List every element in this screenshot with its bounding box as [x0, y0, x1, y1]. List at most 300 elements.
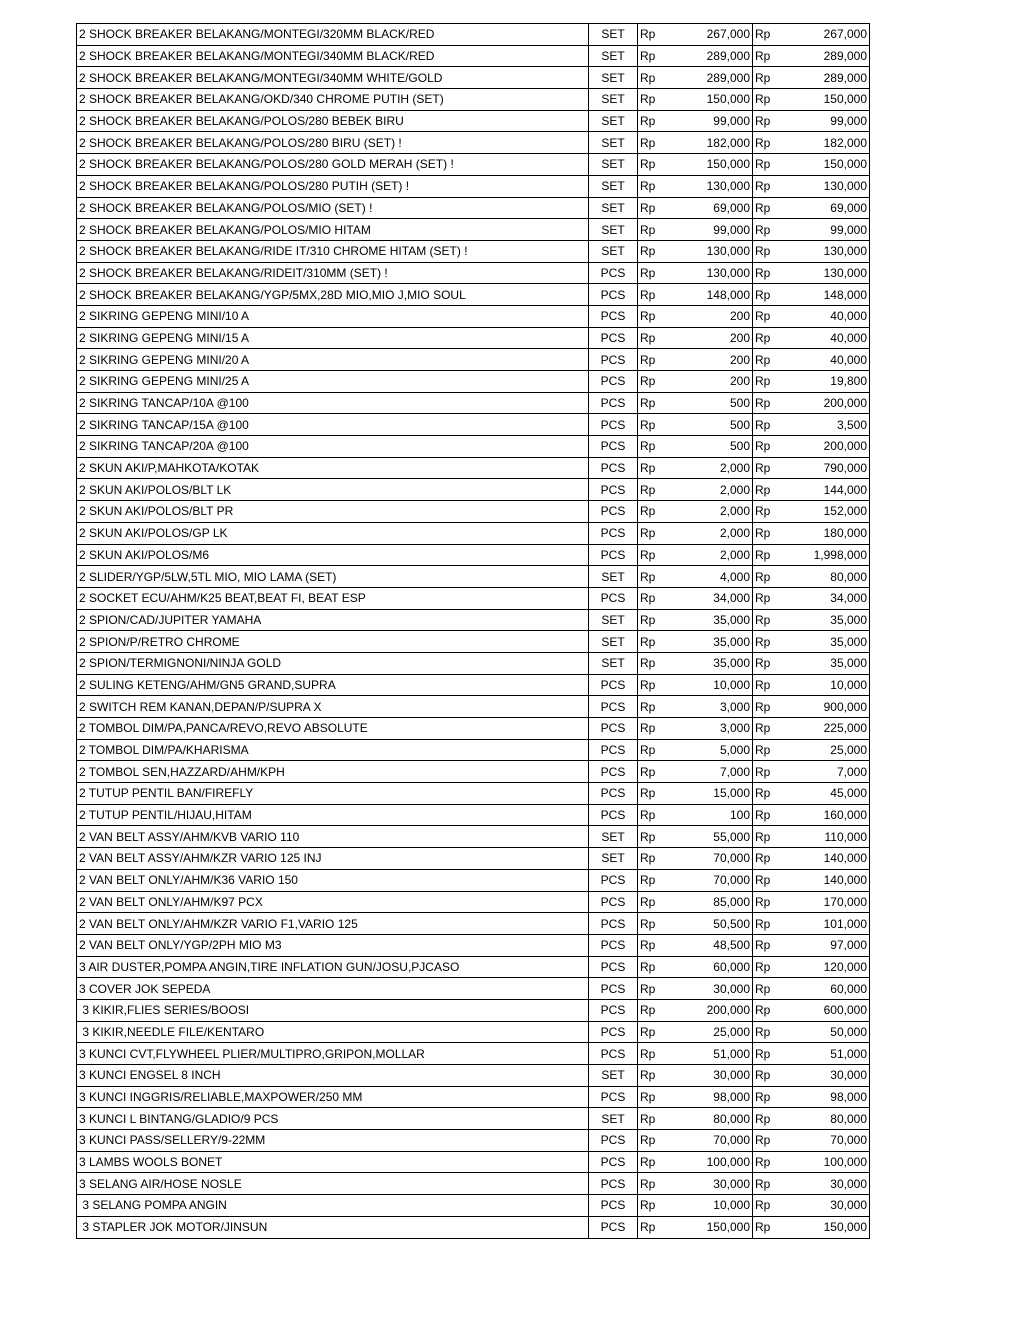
unit-price-cell: 10,000: [674, 1195, 753, 1217]
price-currency-cell: Rp: [638, 89, 674, 111]
table-row: [77, 1173, 870, 1195]
total-currency-cell: Rp: [753, 1086, 789, 1108]
total-currency-cell: Rp: [753, 804, 789, 826]
unit-cell: SET: [589, 110, 638, 132]
price-currency-cell: Rp: [638, 392, 674, 414]
unit-price-cell: 98,000: [674, 1086, 753, 1108]
table-row: [77, 956, 870, 978]
item-name-cell: 2 SKUN AKI/POLOS/BLT LK: [77, 479, 589, 501]
price-currency-cell: Rp: [638, 739, 674, 761]
unit-price-cell: 150,000: [674, 154, 753, 176]
table-row: [77, 1151, 870, 1173]
unit-cell: PCS: [589, 869, 638, 891]
item-name-cell: 2 SIKRING GEPENG MINI/25 A: [77, 371, 589, 393]
unit-cell: PCS: [589, 783, 638, 805]
total-price-cell: 40,000: [789, 349, 870, 371]
total-price-cell: 150,000: [789, 89, 870, 111]
item-name-cell: 3 KUNCI INGGRIS/RELIABLE,MAXPOWER/250 MM: [77, 1086, 589, 1108]
item-name-cell: 2 TUTUP PENTIL BAN/FIREFLY: [77, 783, 589, 805]
unit-cell: SET: [589, 631, 638, 653]
price-currency-cell: Rp: [638, 587, 674, 609]
unit-cell: PCS: [589, 392, 638, 414]
total-price-cell: 50,000: [789, 1021, 870, 1043]
price-currency-cell: Rp: [638, 67, 674, 89]
total-price-cell: 150,000: [789, 154, 870, 176]
total-price-cell: 289,000: [789, 67, 870, 89]
total-price-cell: 600,000: [789, 999, 870, 1021]
unit-cell: SET: [589, 240, 638, 262]
unit-price-cell: 130,000: [674, 240, 753, 262]
item-name-cell: 2 SULING KETENG/AHM/GN5 GRAND,SUPRA: [77, 674, 589, 696]
unit-price-cell: 182,000: [674, 132, 753, 154]
price-currency-cell: Rp: [638, 609, 674, 631]
item-name-cell: 3 COVER JOK SEPEDA: [77, 978, 589, 1000]
total-currency-cell: Rp: [753, 978, 789, 1000]
item-name-cell: 2 SIKRING GEPENG MINI/20 A: [77, 349, 589, 371]
table-row: [77, 999, 870, 1021]
unit-cell: SET: [589, 154, 638, 176]
unit-cell: PCS: [589, 913, 638, 935]
price-currency-cell: Rp: [638, 219, 674, 241]
item-name-cell: 2 SHOCK BREAKER BELAKANG/POLOS/280 BEBEK BIRU: [77, 110, 589, 132]
item-name-cell: 2 VAN BELT ONLY/AHM/K36 VARIO 150: [77, 869, 589, 891]
table-row: [77, 718, 870, 740]
total-currency-cell: Rp: [753, 414, 789, 436]
price-currency-cell: Rp: [638, 371, 674, 393]
total-price-cell: 99,000: [789, 219, 870, 241]
item-name-cell: 3 SELANG POMPA ANGIN: [77, 1195, 589, 1217]
item-name-cell: 2 SHOCK BREAKER BELAKANG/POLOS/MIO HITAM: [77, 219, 589, 241]
unit-price-cell: 4,000: [674, 566, 753, 588]
table-row: [77, 219, 870, 241]
price-currency-cell: Rp: [638, 718, 674, 740]
unit-cell: PCS: [589, 718, 638, 740]
item-name-cell: 2 SHOCK BREAKER BELAKANG/POLOS/280 PUTIH (SET) !: [77, 175, 589, 197]
total-price-cell: 148,000: [789, 284, 870, 306]
item-name-cell: 3 KIKIR,NEEDLE FILE/KENTARO: [77, 1021, 589, 1043]
unit-price-cell: 200: [674, 305, 753, 327]
total-price-cell: 130,000: [789, 175, 870, 197]
unit-price-cell: 70,000: [674, 869, 753, 891]
item-name-cell: 2 SHOCK BREAKER BELAKANG/MONTEGI/340MM WHITE/GOLD: [77, 67, 589, 89]
item-name-cell: 2 SPION/CAD/JUPITER YAMAHA: [77, 609, 589, 631]
total-price-cell: 35,000: [789, 609, 870, 631]
table-row: [77, 24, 870, 46]
unit-cell: PCS: [589, 457, 638, 479]
unit-price-cell: 80,000: [674, 1108, 753, 1130]
total-price-cell: 80,000: [789, 1108, 870, 1130]
table-row: [77, 566, 870, 588]
unit-price-cell: 2,000: [674, 544, 753, 566]
price-currency-cell: Rp: [638, 154, 674, 176]
item-name-cell: 3 KUNCI CVT,FLYWHEEL PLIER/MULTIPRO,GRIPON,MOLLAR: [77, 1043, 589, 1065]
total-price-cell: 900,000: [789, 696, 870, 718]
total-currency-cell: Rp: [753, 1130, 789, 1152]
total-price-cell: 170,000: [789, 891, 870, 913]
unit-price-cell: 100,000: [674, 1151, 753, 1173]
unit-cell: SET: [589, 175, 638, 197]
unit-price-cell: 289,000: [674, 45, 753, 67]
unit-cell: SET: [589, 652, 638, 674]
unit-cell: PCS: [589, 522, 638, 544]
total-currency-cell: Rp: [753, 501, 789, 523]
total-currency-cell: Rp: [753, 1043, 789, 1065]
table-row: [77, 609, 870, 631]
total-currency-cell: Rp: [753, 479, 789, 501]
price-currency-cell: Rp: [638, 934, 674, 956]
price-currency-cell: Rp: [638, 804, 674, 826]
unit-cell: SET: [589, 848, 638, 870]
unit-price-cell: 289,000: [674, 67, 753, 89]
unit-cell: PCS: [589, 804, 638, 826]
table-row: [77, 804, 870, 826]
unit-price-cell: 500: [674, 392, 753, 414]
total-price-cell: 35,000: [789, 631, 870, 653]
total-price-cell: 182,000: [789, 132, 870, 154]
item-name-cell: 3 KIKIR,FLIES SERIES/BOOSI: [77, 999, 589, 1021]
price-currency-cell: Rp: [638, 956, 674, 978]
price-currency-cell: Rp: [638, 479, 674, 501]
unit-price-cell: 51,000: [674, 1043, 753, 1065]
unit-price-cell: 35,000: [674, 631, 753, 653]
total-price-cell: 7,000: [789, 761, 870, 783]
price-currency-cell: Rp: [638, 240, 674, 262]
unit-price-cell: 50,500: [674, 913, 753, 935]
table-row: [77, 739, 870, 761]
item-name-cell: 2 SWITCH REM KANAN,DEPAN/P/SUPRA X: [77, 696, 589, 718]
total-price-cell: 25,000: [789, 739, 870, 761]
total-currency-cell: Rp: [753, 848, 789, 870]
price-currency-cell: Rp: [638, 1216, 674, 1238]
unit-cell: SET: [589, 566, 638, 588]
table-row: [77, 371, 870, 393]
total-currency-cell: Rp: [753, 240, 789, 262]
total-price-cell: 97,000: [789, 934, 870, 956]
total-price-cell: 140,000: [789, 869, 870, 891]
item-name-cell: 2 SPION/P/RETRO CHROME: [77, 631, 589, 653]
table-row: [77, 891, 870, 913]
total-currency-cell: Rp: [753, 349, 789, 371]
unit-cell: PCS: [589, 696, 638, 718]
total-price-cell: 200,000: [789, 436, 870, 458]
unit-price-cell: 60,000: [674, 956, 753, 978]
unit-cell: PCS: [589, 501, 638, 523]
item-name-cell: 2 SHOCK BREAKER BELAKANG/POLOS/280 BIRU (SET) !: [77, 132, 589, 154]
table-row: [77, 587, 870, 609]
item-name-cell: 3 SELANG AIR/HOSE NOSLE: [77, 1173, 589, 1195]
total-currency-cell: Rp: [753, 913, 789, 935]
table-row: [77, 696, 870, 718]
total-price-cell: 130,000: [789, 240, 870, 262]
total-price-cell: 140,000: [789, 848, 870, 870]
unit-cell: PCS: [589, 436, 638, 458]
price-currency-cell: Rp: [638, 284, 674, 306]
total-currency-cell: Rp: [753, 1216, 789, 1238]
unit-price-cell: 2,000: [674, 479, 753, 501]
unit-price-cell: 150,000: [674, 1216, 753, 1238]
item-name-cell: 2 SKUN AKI/POLOS/GP LK: [77, 522, 589, 544]
table-row: [77, 349, 870, 371]
table-row: [77, 45, 870, 67]
unit-price-cell: 500: [674, 436, 753, 458]
total-currency-cell: Rp: [753, 999, 789, 1021]
total-price-cell: 144,000: [789, 479, 870, 501]
price-currency-cell: Rp: [638, 349, 674, 371]
unit-cell: SET: [589, 67, 638, 89]
unit-price-cell: 25,000: [674, 1021, 753, 1043]
total-price-cell: 98,000: [789, 1086, 870, 1108]
item-name-cell: 2 SHOCK BREAKER BELAKANG/POLOS/MIO (SET) !: [77, 197, 589, 219]
total-currency-cell: Rp: [753, 1108, 789, 1130]
total-currency-cell: Rp: [753, 371, 789, 393]
unit-cell: PCS: [589, 1173, 638, 1195]
item-name-cell: 2 SHOCK BREAKER BELAKANG/OKD/340 CHROME PUTIH (SET): [77, 89, 589, 111]
unit-price-cell: 35,000: [674, 609, 753, 631]
item-name-cell: 2 SIKRING TANCAP/20A @100: [77, 436, 589, 458]
total-currency-cell: Rp: [753, 45, 789, 67]
table-row: [77, 327, 870, 349]
total-price-cell: 99,000: [789, 110, 870, 132]
total-currency-cell: Rp: [753, 609, 789, 631]
item-name-cell: 2 SIKRING GEPENG MINI/10 A: [77, 305, 589, 327]
table-row: [77, 67, 870, 89]
unit-price-cell: 34,000: [674, 587, 753, 609]
total-price-cell: 30,000: [789, 1195, 870, 1217]
unit-cell: SET: [589, 1108, 638, 1130]
unit-price-cell: 200: [674, 327, 753, 349]
price-currency-cell: Rp: [638, 761, 674, 783]
unit-cell: PCS: [589, 978, 638, 1000]
price-currency-cell: Rp: [638, 197, 674, 219]
total-currency-cell: Rp: [753, 869, 789, 891]
unit-cell: PCS: [589, 305, 638, 327]
total-currency-cell: Rp: [753, 696, 789, 718]
unit-price-cell: 200: [674, 371, 753, 393]
total-currency-cell: Rp: [753, 132, 789, 154]
unit-price-cell: 48,500: [674, 934, 753, 956]
table-row: [77, 89, 870, 111]
unit-price-cell: 69,000: [674, 197, 753, 219]
unit-cell: PCS: [589, 1216, 638, 1238]
table-row: [77, 284, 870, 306]
total-price-cell: 40,000: [789, 327, 870, 349]
table-row: [77, 631, 870, 653]
total-currency-cell: Rp: [753, 284, 789, 306]
item-name-cell: 2 SHOCK BREAKER BELAKANG/YGP/5MX,28D MIO,MIO J,MIO SOUL: [77, 284, 589, 306]
price-currency-cell: Rp: [638, 457, 674, 479]
price-currency-cell: Rp: [638, 999, 674, 1021]
item-name-cell: 2 SHOCK BREAKER BELAKANG/MONTEGI/320MM BLACK/RED: [77, 24, 589, 46]
total-price-cell: 180,000: [789, 522, 870, 544]
item-name-cell: 2 VAN BELT ASSY/AHM/KZR VARIO 125 INJ: [77, 848, 589, 870]
item-name-cell: 2 SOCKET ECU/AHM/K25 BEAT,BEAT FI, BEAT ESP: [77, 587, 589, 609]
price-currency-cell: Rp: [638, 826, 674, 848]
total-price-cell: 34,000: [789, 587, 870, 609]
unit-price-cell: 99,000: [674, 110, 753, 132]
table-row: [77, 1021, 870, 1043]
table-row: [77, 652, 870, 674]
unit-price-cell: 200,000: [674, 999, 753, 1021]
total-price-cell: 80,000: [789, 566, 870, 588]
item-name-cell: 3 KUNCI PASS/SELLERY/9-22MM: [77, 1130, 589, 1152]
table-row: [77, 1130, 870, 1152]
unit-price-cell: 5,000: [674, 739, 753, 761]
table-row: [77, 436, 870, 458]
total-currency-cell: Rp: [753, 175, 789, 197]
total-currency-cell: Rp: [753, 197, 789, 219]
table-row: [77, 1043, 870, 1065]
table-row: [77, 132, 870, 154]
item-name-cell: 2 VAN BELT ONLY/AHM/K97 PCX: [77, 891, 589, 913]
unit-cell: PCS: [589, 479, 638, 501]
total-currency-cell: Rp: [753, 1195, 789, 1217]
price-currency-cell: Rp: [638, 24, 674, 46]
table-row: [77, 457, 870, 479]
price-list-body: [77, 24, 870, 1239]
total-currency-cell: Rp: [753, 891, 789, 913]
total-price-cell: 120,000: [789, 956, 870, 978]
unit-cell: PCS: [589, 544, 638, 566]
unit-price-cell: 99,000: [674, 219, 753, 241]
total-price-cell: 1,998,000: [789, 544, 870, 566]
item-name-cell: 2 SKUN AKI/POLOS/M6: [77, 544, 589, 566]
table-row: [77, 1108, 870, 1130]
price-currency-cell: Rp: [638, 1043, 674, 1065]
price-currency-cell: Rp: [638, 848, 674, 870]
price-currency-cell: Rp: [638, 631, 674, 653]
unit-price-cell: 30,000: [674, 1065, 753, 1087]
unit-price-cell: 200: [674, 349, 753, 371]
table-row: [77, 262, 870, 284]
unit-cell: SET: [589, 197, 638, 219]
unit-cell: SET: [589, 609, 638, 631]
total-currency-cell: Rp: [753, 522, 789, 544]
unit-price-cell: 148,000: [674, 284, 753, 306]
unit-price-cell: 70,000: [674, 848, 753, 870]
total-currency-cell: Rp: [753, 24, 789, 46]
unit-price-cell: 2,000: [674, 522, 753, 544]
table-row: [77, 110, 870, 132]
unit-price-cell: 2,000: [674, 457, 753, 479]
unit-cell: SET: [589, 219, 638, 241]
total-currency-cell: Rp: [753, 956, 789, 978]
item-name-cell: 2 TOMBOL DIM/PA,PANCA/REVO,REVO ABSOLUTE: [77, 718, 589, 740]
item-name-cell: 2 SHOCK BREAKER BELAKANG/MONTEGI/340MM BLACK/RED: [77, 45, 589, 67]
unit-price-cell: 130,000: [674, 262, 753, 284]
item-name-cell: 2 VAN BELT ASSY/AHM/KVB VARIO 110: [77, 826, 589, 848]
price-currency-cell: Rp: [638, 1086, 674, 1108]
table-row: [77, 783, 870, 805]
table-row: [77, 826, 870, 848]
total-currency-cell: Rp: [753, 154, 789, 176]
price-currency-cell: Rp: [638, 327, 674, 349]
table-row: [77, 414, 870, 436]
item-name-cell: 2 SHOCK BREAKER BELAKANG/RIDEIT/310MM (SET) !: [77, 262, 589, 284]
unit-cell: SET: [589, 45, 638, 67]
price-list-table: [76, 23, 870, 1239]
unit-cell: PCS: [589, 761, 638, 783]
total-price-cell: 60,000: [789, 978, 870, 1000]
unit-price-cell: 35,000: [674, 652, 753, 674]
total-currency-cell: Rp: [753, 436, 789, 458]
unit-cell: PCS: [589, 674, 638, 696]
unit-cell: PCS: [589, 349, 638, 371]
total-currency-cell: Rp: [753, 761, 789, 783]
total-price-cell: 225,000: [789, 718, 870, 740]
table-row: [77, 848, 870, 870]
total-price-cell: 40,000: [789, 305, 870, 327]
unit-price-cell: 85,000: [674, 891, 753, 913]
unit-price-cell: 100: [674, 804, 753, 826]
item-name-cell: 2 SIKRING GEPENG MINI/15 A: [77, 327, 589, 349]
price-currency-cell: Rp: [638, 891, 674, 913]
item-name-cell: 2 SPION/TERMIGNONI/NINJA GOLD: [77, 652, 589, 674]
total-currency-cell: Rp: [753, 783, 789, 805]
table-row: [77, 175, 870, 197]
total-currency-cell: Rp: [753, 392, 789, 414]
total-currency-cell: Rp: [753, 652, 789, 674]
item-name-cell: 2 VAN BELT ONLY/YGP/2PH MIO M3: [77, 934, 589, 956]
unit-price-cell: 10,000: [674, 674, 753, 696]
unit-price-cell: 130,000: [674, 175, 753, 197]
total-price-cell: 110,000: [789, 826, 870, 848]
total-price-cell: 10,000: [789, 674, 870, 696]
table-row: [77, 1216, 870, 1238]
unit-cell: PCS: [589, 999, 638, 1021]
table-row: [77, 479, 870, 501]
unit-price-cell: 55,000: [674, 826, 753, 848]
price-currency-cell: Rp: [638, 522, 674, 544]
total-currency-cell: Rp: [753, 1173, 789, 1195]
table-row: [77, 544, 870, 566]
table-row: [77, 674, 870, 696]
item-name-cell: 3 KUNCI ENGSEL 8 INCH: [77, 1065, 589, 1087]
table-row: [77, 197, 870, 219]
total-price-cell: 70,000: [789, 1130, 870, 1152]
item-name-cell: 2 SIKRING TANCAP/10A @100: [77, 392, 589, 414]
unit-price-cell: 15,000: [674, 783, 753, 805]
unit-cell: PCS: [589, 1043, 638, 1065]
item-name-cell: 2 SIKRING TANCAP/15A @100: [77, 414, 589, 436]
total-currency-cell: Rp: [753, 1065, 789, 1087]
unit-cell: SET: [589, 89, 638, 111]
total-currency-cell: Rp: [753, 327, 789, 349]
unit-cell: SET: [589, 132, 638, 154]
total-currency-cell: Rp: [753, 1151, 789, 1173]
price-currency-cell: Rp: [638, 1151, 674, 1173]
total-price-cell: 200,000: [789, 392, 870, 414]
total-price-cell: 160,000: [789, 804, 870, 826]
item-name-cell: 2 TUTUP PENTIL/HIJAU,HITAM: [77, 804, 589, 826]
total-currency-cell: Rp: [753, 110, 789, 132]
unit-price-cell: 3,000: [674, 696, 753, 718]
price-currency-cell: Rp: [638, 869, 674, 891]
total-currency-cell: Rp: [753, 544, 789, 566]
unit-cell: PCS: [589, 1151, 638, 1173]
total-price-cell: 267,000: [789, 24, 870, 46]
price-currency-cell: Rp: [638, 110, 674, 132]
table-row: [77, 934, 870, 956]
total-currency-cell: Rp: [753, 1021, 789, 1043]
table-row: [77, 1195, 870, 1217]
table-row: [77, 501, 870, 523]
price-currency-cell: Rp: [638, 783, 674, 805]
unit-cell: SET: [589, 1065, 638, 1087]
unit-cell: PCS: [589, 739, 638, 761]
total-currency-cell: Rp: [753, 457, 789, 479]
table-row: [77, 240, 870, 262]
total-price-cell: 30,000: [789, 1173, 870, 1195]
